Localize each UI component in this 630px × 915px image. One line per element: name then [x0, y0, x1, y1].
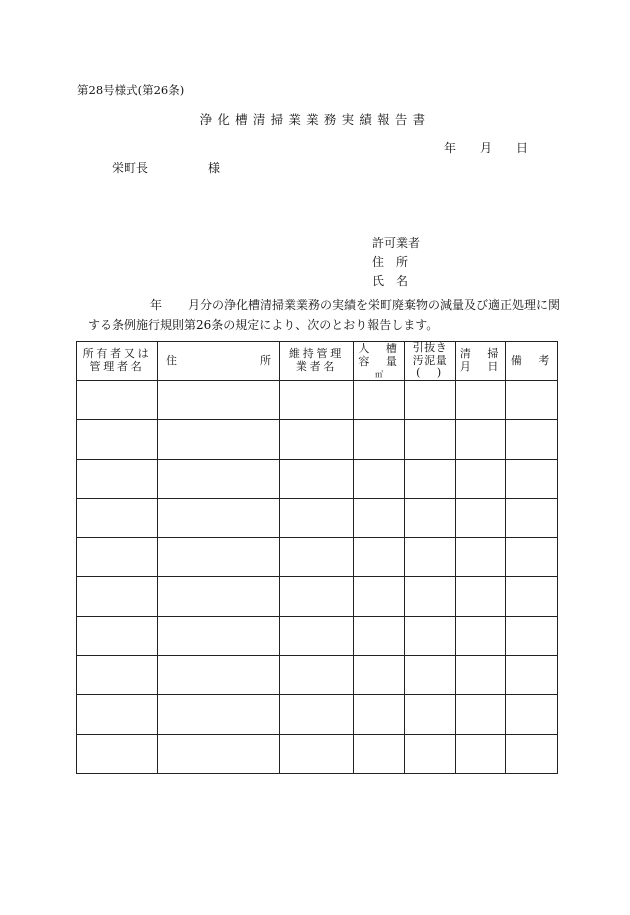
table-cell[interactable] — [405, 577, 456, 616]
table-cell[interactable] — [77, 734, 158, 773]
table-cell[interactable] — [77, 538, 158, 577]
table-cell[interactable] — [158, 616, 280, 655]
table-cell[interactable] — [354, 538, 405, 577]
table-cell[interactable] — [506, 695, 558, 734]
table-header-row — [77, 342, 558, 381]
sender-address-label: 住 所 — [372, 255, 409, 269]
addressee-honorific: 様 — [208, 161, 221, 175]
table-cell[interactable] — [405, 695, 456, 734]
body-text-line2: する条例施行規則第26条の規定により、次のとおり報告します。 — [88, 318, 439, 332]
table-cell[interactable] — [405, 381, 456, 420]
table-row — [77, 577, 558, 616]
table-cell[interactable] — [456, 459, 506, 498]
sender-permit-holder: 許可業者 — [372, 236, 421, 250]
table-cell[interactable] — [354, 656, 405, 695]
table-cell[interactable] — [456, 498, 506, 537]
table-cell[interactable] — [405, 459, 456, 498]
header-capacity: 人 槽 容 量 ㎥ — [354, 342, 405, 381]
table-cell[interactable] — [280, 734, 354, 773]
table-cell[interactable] — [77, 656, 158, 695]
body-text-line1 — [150, 299, 560, 311]
table-cell[interactable] — [405, 616, 456, 655]
table-cell[interactable] — [158, 498, 280, 537]
form-number: 第28号様式(第26条) — [77, 83, 185, 97]
table-cell[interactable] — [456, 577, 506, 616]
table-cell[interactable] — [405, 498, 456, 537]
table-cell[interactable] — [405, 734, 456, 773]
table-cell[interactable] — [354, 734, 405, 773]
table-cell[interactable] — [405, 656, 456, 695]
table-cell[interactable] — [506, 734, 558, 773]
table-cell[interactable] — [158, 577, 280, 616]
table-cell[interactable] — [158, 381, 280, 420]
table-cell[interactable] — [405, 420, 456, 459]
header-address: 住 所 — [158, 342, 280, 381]
table-cell[interactable] — [506, 577, 558, 616]
date-year: 年 — [444, 141, 457, 155]
table-cell[interactable] — [456, 734, 506, 773]
table-row — [77, 538, 558, 577]
table-cell[interactable] — [456, 381, 506, 420]
table-cell[interactable] — [280, 656, 354, 695]
table-cell[interactable] — [77, 381, 158, 420]
table-cell[interactable] — [456, 656, 506, 695]
table-cell[interactable] — [280, 498, 354, 537]
table-cell[interactable] — [77, 577, 158, 616]
table-row — [77, 420, 558, 459]
table-row — [77, 498, 558, 537]
table-cell[interactable] — [506, 538, 558, 577]
document-title: 浄化槽清掃業業務実績報告書 — [199, 112, 431, 127]
table-row — [77, 616, 558, 655]
table-cell[interactable] — [77, 616, 158, 655]
table-cell[interactable] — [77, 498, 158, 537]
table-cell[interactable] — [280, 577, 354, 616]
body-line1-rest: 月分の浄化槽清掃業業務の実績を栄町廃棄物の減量及び適正処理に関 — [188, 298, 561, 312]
table-cell[interactable] — [354, 616, 405, 655]
table-cell[interactable] — [158, 459, 280, 498]
header-remarks: 備 考 — [506, 342, 558, 381]
table-cell[interactable] — [77, 695, 158, 734]
table-cell[interactable] — [354, 498, 405, 537]
table-cell[interactable] — [158, 420, 280, 459]
table-cell[interactable] — [354, 459, 405, 498]
header-cleaning-date: 清 掃 月 日 — [456, 342, 506, 381]
report-table — [76, 341, 558, 774]
date-line — [444, 142, 528, 154]
table-cell[interactable] — [158, 538, 280, 577]
table-cell[interactable] — [280, 420, 354, 459]
table-row — [77, 734, 558, 773]
table-cell[interactable] — [280, 538, 354, 577]
table-cell[interactable] — [280, 695, 354, 734]
table-cell[interactable] — [354, 577, 405, 616]
table-cell[interactable] — [158, 695, 280, 734]
table-row — [77, 381, 558, 420]
table-cell[interactable] — [354, 420, 405, 459]
header-owner: 所有者又は 管理者名 — [77, 342, 158, 381]
date-day: 日 — [516, 141, 529, 155]
table-cell[interactable] — [506, 420, 558, 459]
table-cell[interactable] — [506, 459, 558, 498]
table-cell[interactable] — [158, 734, 280, 773]
table-row — [77, 695, 558, 734]
table-cell[interactable] — [354, 695, 405, 734]
table-cell[interactable] — [280, 381, 354, 420]
table-row — [77, 656, 558, 695]
table-cell[interactable] — [456, 695, 506, 734]
body-year-mark: 年 — [150, 298, 163, 312]
table-cell[interactable] — [506, 498, 558, 537]
table-cell[interactable] — [354, 381, 405, 420]
sender-name-label: 氏 名 — [372, 274, 409, 288]
table-cell[interactable] — [456, 616, 506, 655]
addressee — [112, 162, 220, 174]
table-cell[interactable] — [456, 538, 506, 577]
table-row — [77, 459, 558, 498]
header-maintenance: 維持管理 業者名 — [280, 342, 354, 381]
capacity-unit: ㎥ — [375, 369, 383, 379]
addressee-office: 栄町長 — [112, 161, 149, 175]
table-cell[interactable] — [280, 616, 354, 655]
table-cell[interactable] — [280, 459, 354, 498]
table-cell[interactable] — [506, 381, 558, 420]
table-body — [77, 381, 558, 774]
table-cell[interactable] — [506, 616, 558, 655]
table-cell[interactable] — [77, 459, 158, 498]
date-month: 月 — [480, 141, 493, 155]
header-sludge: 引抜き 汚泥量 ( ) — [405, 342, 456, 381]
table-cell[interactable] — [506, 656, 558, 695]
table-cell[interactable] — [77, 420, 158, 459]
table-cell[interactable] — [456, 420, 506, 459]
table-cell[interactable] — [405, 538, 456, 577]
table-cell[interactable] — [158, 656, 280, 695]
